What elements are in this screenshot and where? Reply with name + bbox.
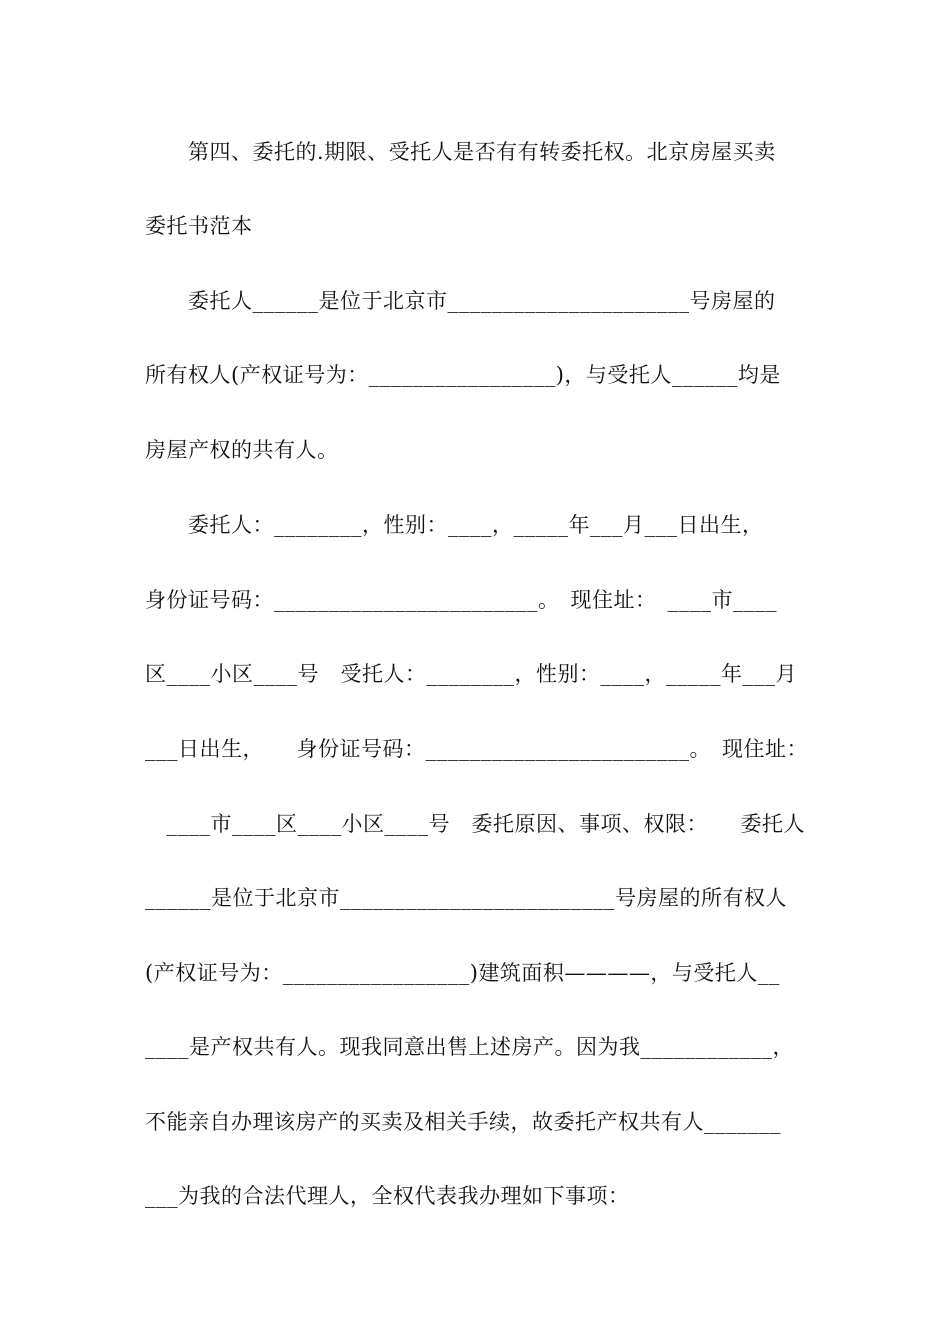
paragraph-line: 房屋产权的共有人。: [145, 438, 339, 462]
paragraph-line: 身份证号码：________________________。 现住址： ____市____: [145, 588, 777, 612]
paragraph-line: ____是产权共有人。现我同意出售上述房产。因为我____________，: [145, 1035, 794, 1059]
paragraph-line: ___日出生， 身份证号码：________________________。 现住址：: [145, 737, 808, 761]
paragraph-line: ______是位于北京市_________________________号房屋的所有权人: [145, 886, 787, 910]
paragraph-line: 委托人：________，性别：____，_____年___月___日出生，: [145, 513, 764, 537]
paragraph-line: 委托书范本: [145, 214, 253, 238]
paragraph-line: 区____小区____号 受托人：________，性别：____，_____年___月: [145, 662, 797, 686]
paragraph-line: (产权证号为：_________________)建筑面积————，与受托人__: [145, 961, 780, 985]
paragraph-line: 所有权人(产权证号为：_________________)，与受托人______均是: [145, 363, 781, 387]
paragraph-line: ____市____区____小区____号 委托原因、事项、权限： 委托人: [145, 812, 805, 836]
paragraph-line: ___为我的合法代理人，全权代表我办理如下事项：: [145, 1184, 630, 1208]
paragraph-line: 第四、委托的.期限、受托人是否有有转委托权。北京房屋买卖: [145, 140, 776, 164]
paragraph-line: 委托人______是位于北京市______________________号房屋的: [145, 289, 776, 313]
paragraph-line: 不能亲自办理该房产的买卖及相关手续，故委托产权共有人_______: [145, 1110, 781, 1134]
